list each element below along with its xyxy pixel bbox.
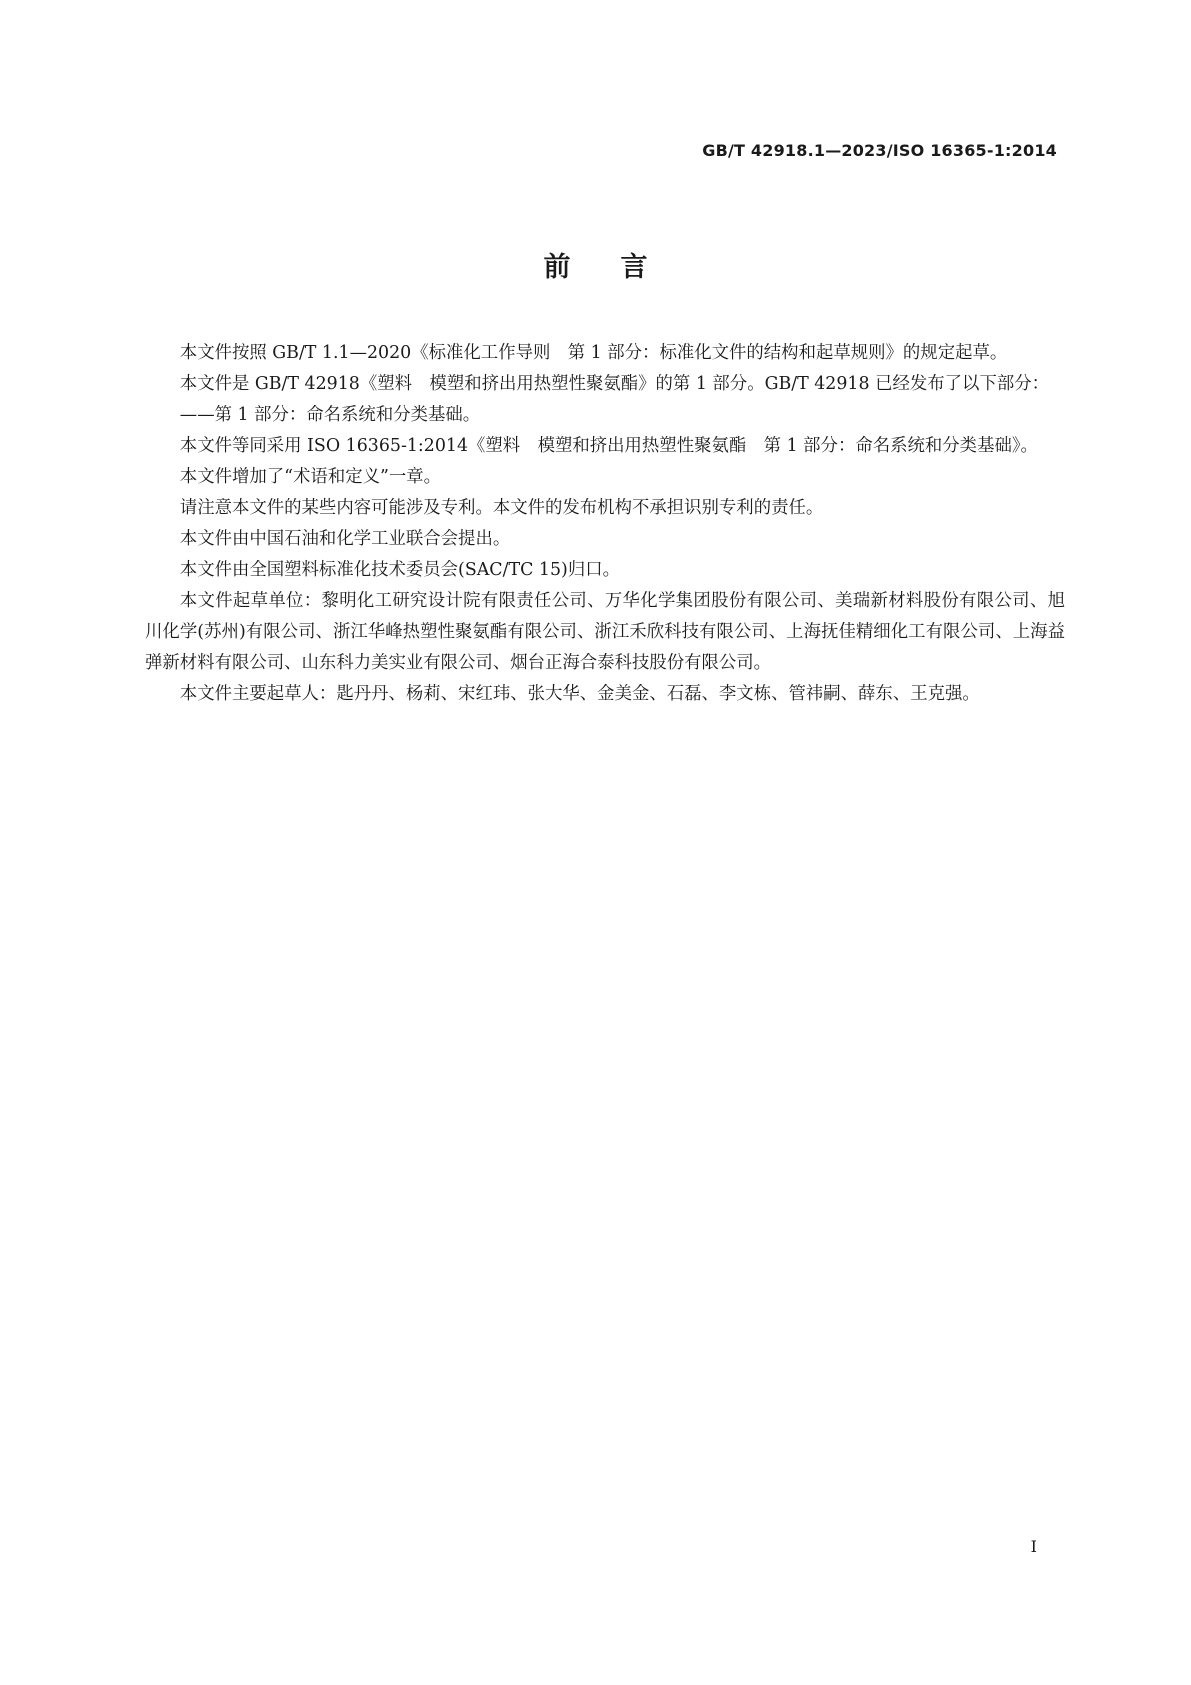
paragraph-proposer: 本文件由中国石油和化学工业联合会提出。 [179, 529, 511, 549]
paragraph-drafters: 本文件主要起草人：匙丹丹、杨莉、宋红玮、张大华、金美金、石磊、李文栋、管祎嗣、薛东、王克强。 [179, 684, 980, 704]
paragraph-iso-adoption: 本文件等同采用 ISO 16365-1:2014《塑料 模塑和挤出用热塑性聚氨酯 第 1 部分：命名系统和分类基础》。 [179, 436, 1038, 456]
paragraph-added-chapter: 本文件增加了“术语和定义”一章。 [179, 467, 442, 487]
paragraph-drafting-units: 本文件起草单位：黎明化工研究设计院有限责任公司、万华化学集团股份有限公司、美瑞新材料股份有限公司、旭川化学(苏州)有限公司、浙江华峰热塑性聚氨酯有限公司、浙江禾欣科技有限公司、上海抚佳精细化工有限公司、上海益弹新材料有限公司、山东科力美实业有限公司、烟台正海合泰科技股份有限公司。 [145, 591, 1065, 673]
paragraph-series-info: 本文件是 GB/T 42918《塑料 模塑和挤出用热塑性聚氨酯》的第 1 部分。GB/T 42918 已经发布了以下部分： [179, 374, 1050, 394]
foreword-body [145, 338, 1065, 710]
page-title: 前言 [543, 252, 698, 283]
paragraph-patent-notice: 请注意本文件的某些内容可能涉及专利。本文件的发布机构不承担识别专利的责任。 [179, 498, 824, 518]
paragraph-drafting-rules: 本文件按照 GB/T 1.1—2020《标准化工作导则 第 1 部分：标准化文件的结构和起草规则》的规定起草。 [179, 343, 1008, 363]
page-number: I [1030, 1537, 1037, 1556]
paragraph-committee: 本文件由全国塑料标准化技术委员会(SAC/TC 15)归口。 [179, 560, 620, 580]
paragraph-part-list: ——第 1 部分：命名系统和分类基础。 [179, 405, 481, 425]
standard-code: GB/T 42918.1—2023/ISO 16365-1:2014 [702, 141, 1057, 160]
